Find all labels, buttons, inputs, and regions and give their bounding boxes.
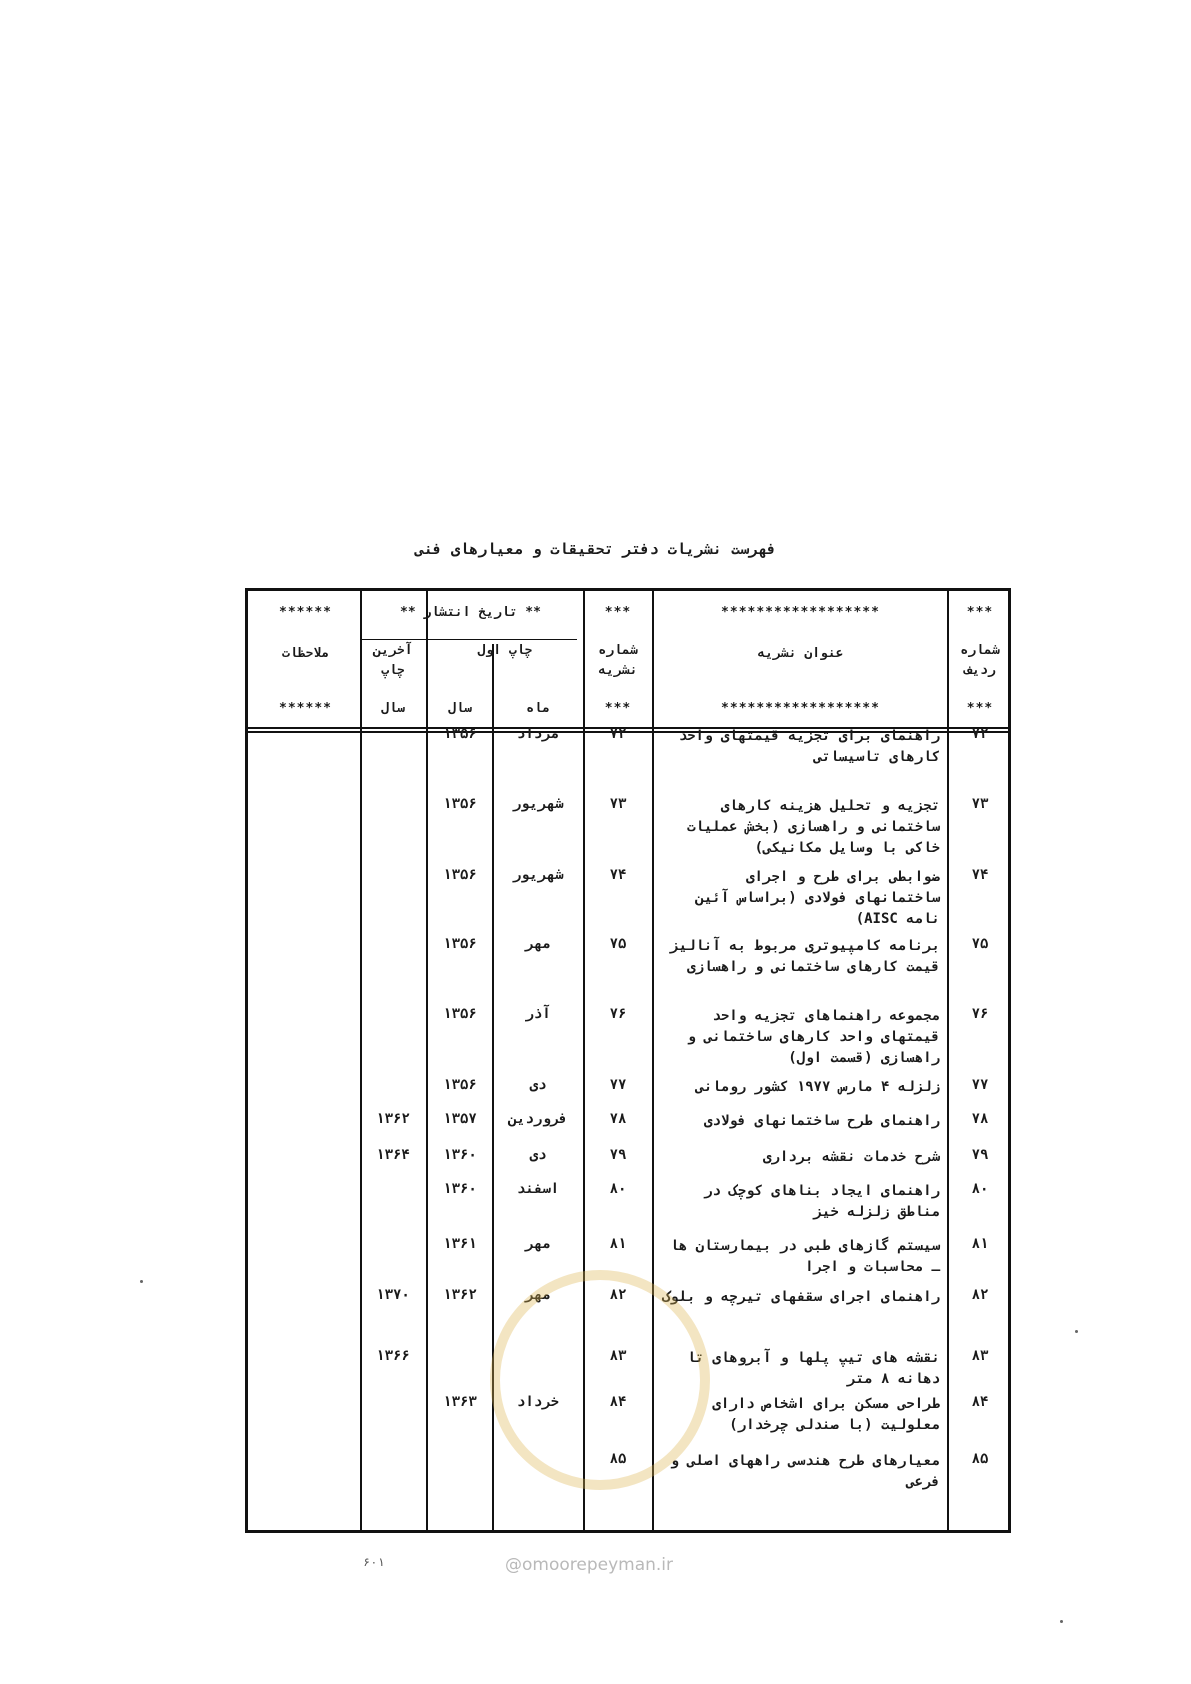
publication-title: مجموعه راهنماهای تجزیه واحد قیمتهای واحد کارهای ساختمانی و راهسازی (قسمت اول): [687, 1008, 940, 1066]
publication-title: راهنمای طرح ساختمانهای فولادی: [703, 1113, 940, 1129]
publication-year: ۱۳۶۲: [443, 1287, 477, 1303]
publication-month: آذر: [525, 1006, 551, 1022]
header-last-year: سال: [381, 701, 405, 716]
publication-year: ۱۳۵۶: [443, 936, 477, 952]
publication-month: مهر: [525, 936, 551, 952]
publication-month: فروردین: [508, 1111, 568, 1127]
row-number: ۷۸: [971, 1111, 989, 1127]
header-stars: ******: [279, 701, 332, 716]
row-number: ۸۵: [971, 1451, 989, 1467]
publication-number: ۷۲: [609, 726, 627, 742]
publication-title: شرح خدمات نقشه برداری: [762, 1149, 940, 1165]
row-number: ۷۷: [971, 1077, 989, 1093]
publication-number: ۷۶: [609, 1006, 627, 1022]
publication-year: ۱۳۶۰: [443, 1181, 477, 1197]
header-year: سال: [448, 701, 472, 716]
row-number: ۸۲: [971, 1287, 989, 1303]
publication-number: ۷۴: [609, 867, 627, 883]
page-number: ۶۰۱: [363, 1555, 385, 1569]
publication-year: ۱۳۶۰: [443, 1147, 477, 1163]
sub-header-line: [360, 639, 577, 640]
publication-month: خرداد: [516, 1394, 560, 1410]
row-number: ۷۲: [971, 726, 989, 742]
header-pub-no: شماره نشریه: [598, 643, 638, 678]
scan-speck: [1060, 1620, 1063, 1623]
publication-month: مهر: [525, 1287, 551, 1303]
publication-year: ۱۳۵۶: [443, 726, 477, 742]
row-number: ۸۴: [971, 1394, 989, 1410]
document-title: فهرست نشریات دفتر تحقیقات و معیارهای فنی: [414, 540, 777, 558]
header-pub-title: عنوان نشریه: [757, 646, 844, 661]
header-stars: ***: [604, 605, 632, 620]
publication-title: سیستم گازهای طبی در بیمارستان ها ـ محاسبات و اجرا: [670, 1238, 940, 1275]
publication-number: ۸۲: [609, 1287, 627, 1303]
last-print-year: ۱۳۶۶: [376, 1348, 410, 1364]
publication-title: راهنمای برای تجزیه قیمتهای واحد کارهای تاسیساتی: [678, 728, 940, 765]
publication-title: ضوابطی برای طرح و اجرای ساختمانهای فولادی (براساس آئین نامه AISC): [695, 869, 940, 927]
header-stars: ***: [966, 605, 994, 620]
publication-year: ۱۳۵۶: [443, 1006, 477, 1022]
publication-number: ۸۳: [609, 1348, 627, 1364]
row-number: ۷۴: [971, 867, 989, 883]
row-number: ۷۵: [971, 936, 989, 952]
publication-number: ۷۵: [609, 936, 627, 952]
publication-month: اسفند: [516, 1181, 560, 1197]
publication-title: معیارهای طرح هندسی راههای اصلی و فرعی: [670, 1453, 940, 1490]
watermark-text: @omoorepeyman.ir: [505, 1555, 674, 1575]
header-notes: ملاحظات: [282, 646, 329, 661]
publication-month: مرداد: [516, 726, 560, 742]
publication-title: برنامه کامپیوتری مربوط به آنالیز قیمت کارهای ساختمانی و راهسازی: [670, 938, 940, 975]
publication-year: ۱۳۶۱: [443, 1236, 477, 1252]
row-number: ۷۳: [971, 796, 989, 812]
publication-year: ۱۳۵۷: [443, 1111, 477, 1127]
publication-year: ۱۳۵۶: [443, 867, 477, 883]
publication-year: ۱۳۶۳: [443, 1394, 477, 1410]
publication-title: نقشه های تیپ پلها و آبروهای تا دهانه ۸ متر: [687, 1350, 940, 1387]
publication-year: ۱۳۵۶: [443, 796, 477, 812]
publication-year: ۱۳۵۶: [443, 1077, 477, 1093]
last-print-year: ۱۳۶۴: [376, 1147, 410, 1163]
publication-title: تجزیه و تحلیل هزینه کارهای ساختمانی و راهسازی (بخش عملیات خاکی با وسایل مکانیکی): [687, 798, 940, 856]
publication-title: راهنمای ایجاد بناهای کوچک در مناطق زلزله خیز: [703, 1183, 940, 1220]
header-stars: ***: [604, 701, 632, 716]
scan-speck: [140, 1280, 143, 1283]
row-number: ۸۰: [971, 1181, 989, 1197]
header-first-print: چاپ اول: [477, 643, 533, 658]
header-month: ماه: [526, 701, 550, 716]
row-number: ۸۱: [971, 1236, 989, 1252]
row-number: ۸۳: [971, 1348, 989, 1364]
header-stars: ** تاریخ انتشار **: [400, 605, 541, 620]
publication-number: ۷۷: [609, 1077, 627, 1093]
publication-month: شهریور: [512, 867, 564, 883]
row-number: ۷۶: [971, 1006, 989, 1022]
publication-title: راهنمای اجرای سقفهای تیرچه و بلوک: [661, 1289, 940, 1305]
publication-number: ۸۴: [609, 1394, 627, 1410]
last-print-year: ۱۳۷۰: [376, 1287, 410, 1303]
header-stars: ******: [279, 605, 332, 620]
publication-number: ۷۹: [609, 1147, 627, 1163]
watermark-seal: [490, 1270, 710, 1490]
scan-speck: [1075, 1330, 1078, 1333]
header-stars: ******************: [721, 701, 880, 716]
header-stars: ***: [966, 701, 994, 716]
publication-number: ۸۱: [609, 1236, 627, 1252]
row-number: ۷۹: [971, 1147, 989, 1163]
publication-number: ۸۵: [609, 1451, 627, 1467]
last-print-year: ۱۳۶۲: [376, 1111, 410, 1127]
publication-number: ۷۸: [609, 1111, 627, 1127]
publication-month: مهر: [525, 1236, 551, 1252]
publication-title: طراحی مسکن برای اشخاص دارای معلولیت (با صندلی چرخدار): [712, 1396, 940, 1433]
header-row-no: شماره ردیف: [960, 643, 1000, 678]
header-last-print: آخرین چاپ: [373, 643, 413, 678]
publication-number: ۷۳: [609, 796, 627, 812]
publication-number: ۸۰: [609, 1181, 627, 1197]
publication-month: دی: [529, 1077, 547, 1093]
publication-title: زلزله ۴ مارس ۱۹۷۷ کشور رومانی: [695, 1079, 940, 1095]
header-stars: ******************: [721, 605, 880, 620]
publication-month: دی: [529, 1147, 547, 1163]
publication-month: شهریور: [512, 796, 564, 812]
